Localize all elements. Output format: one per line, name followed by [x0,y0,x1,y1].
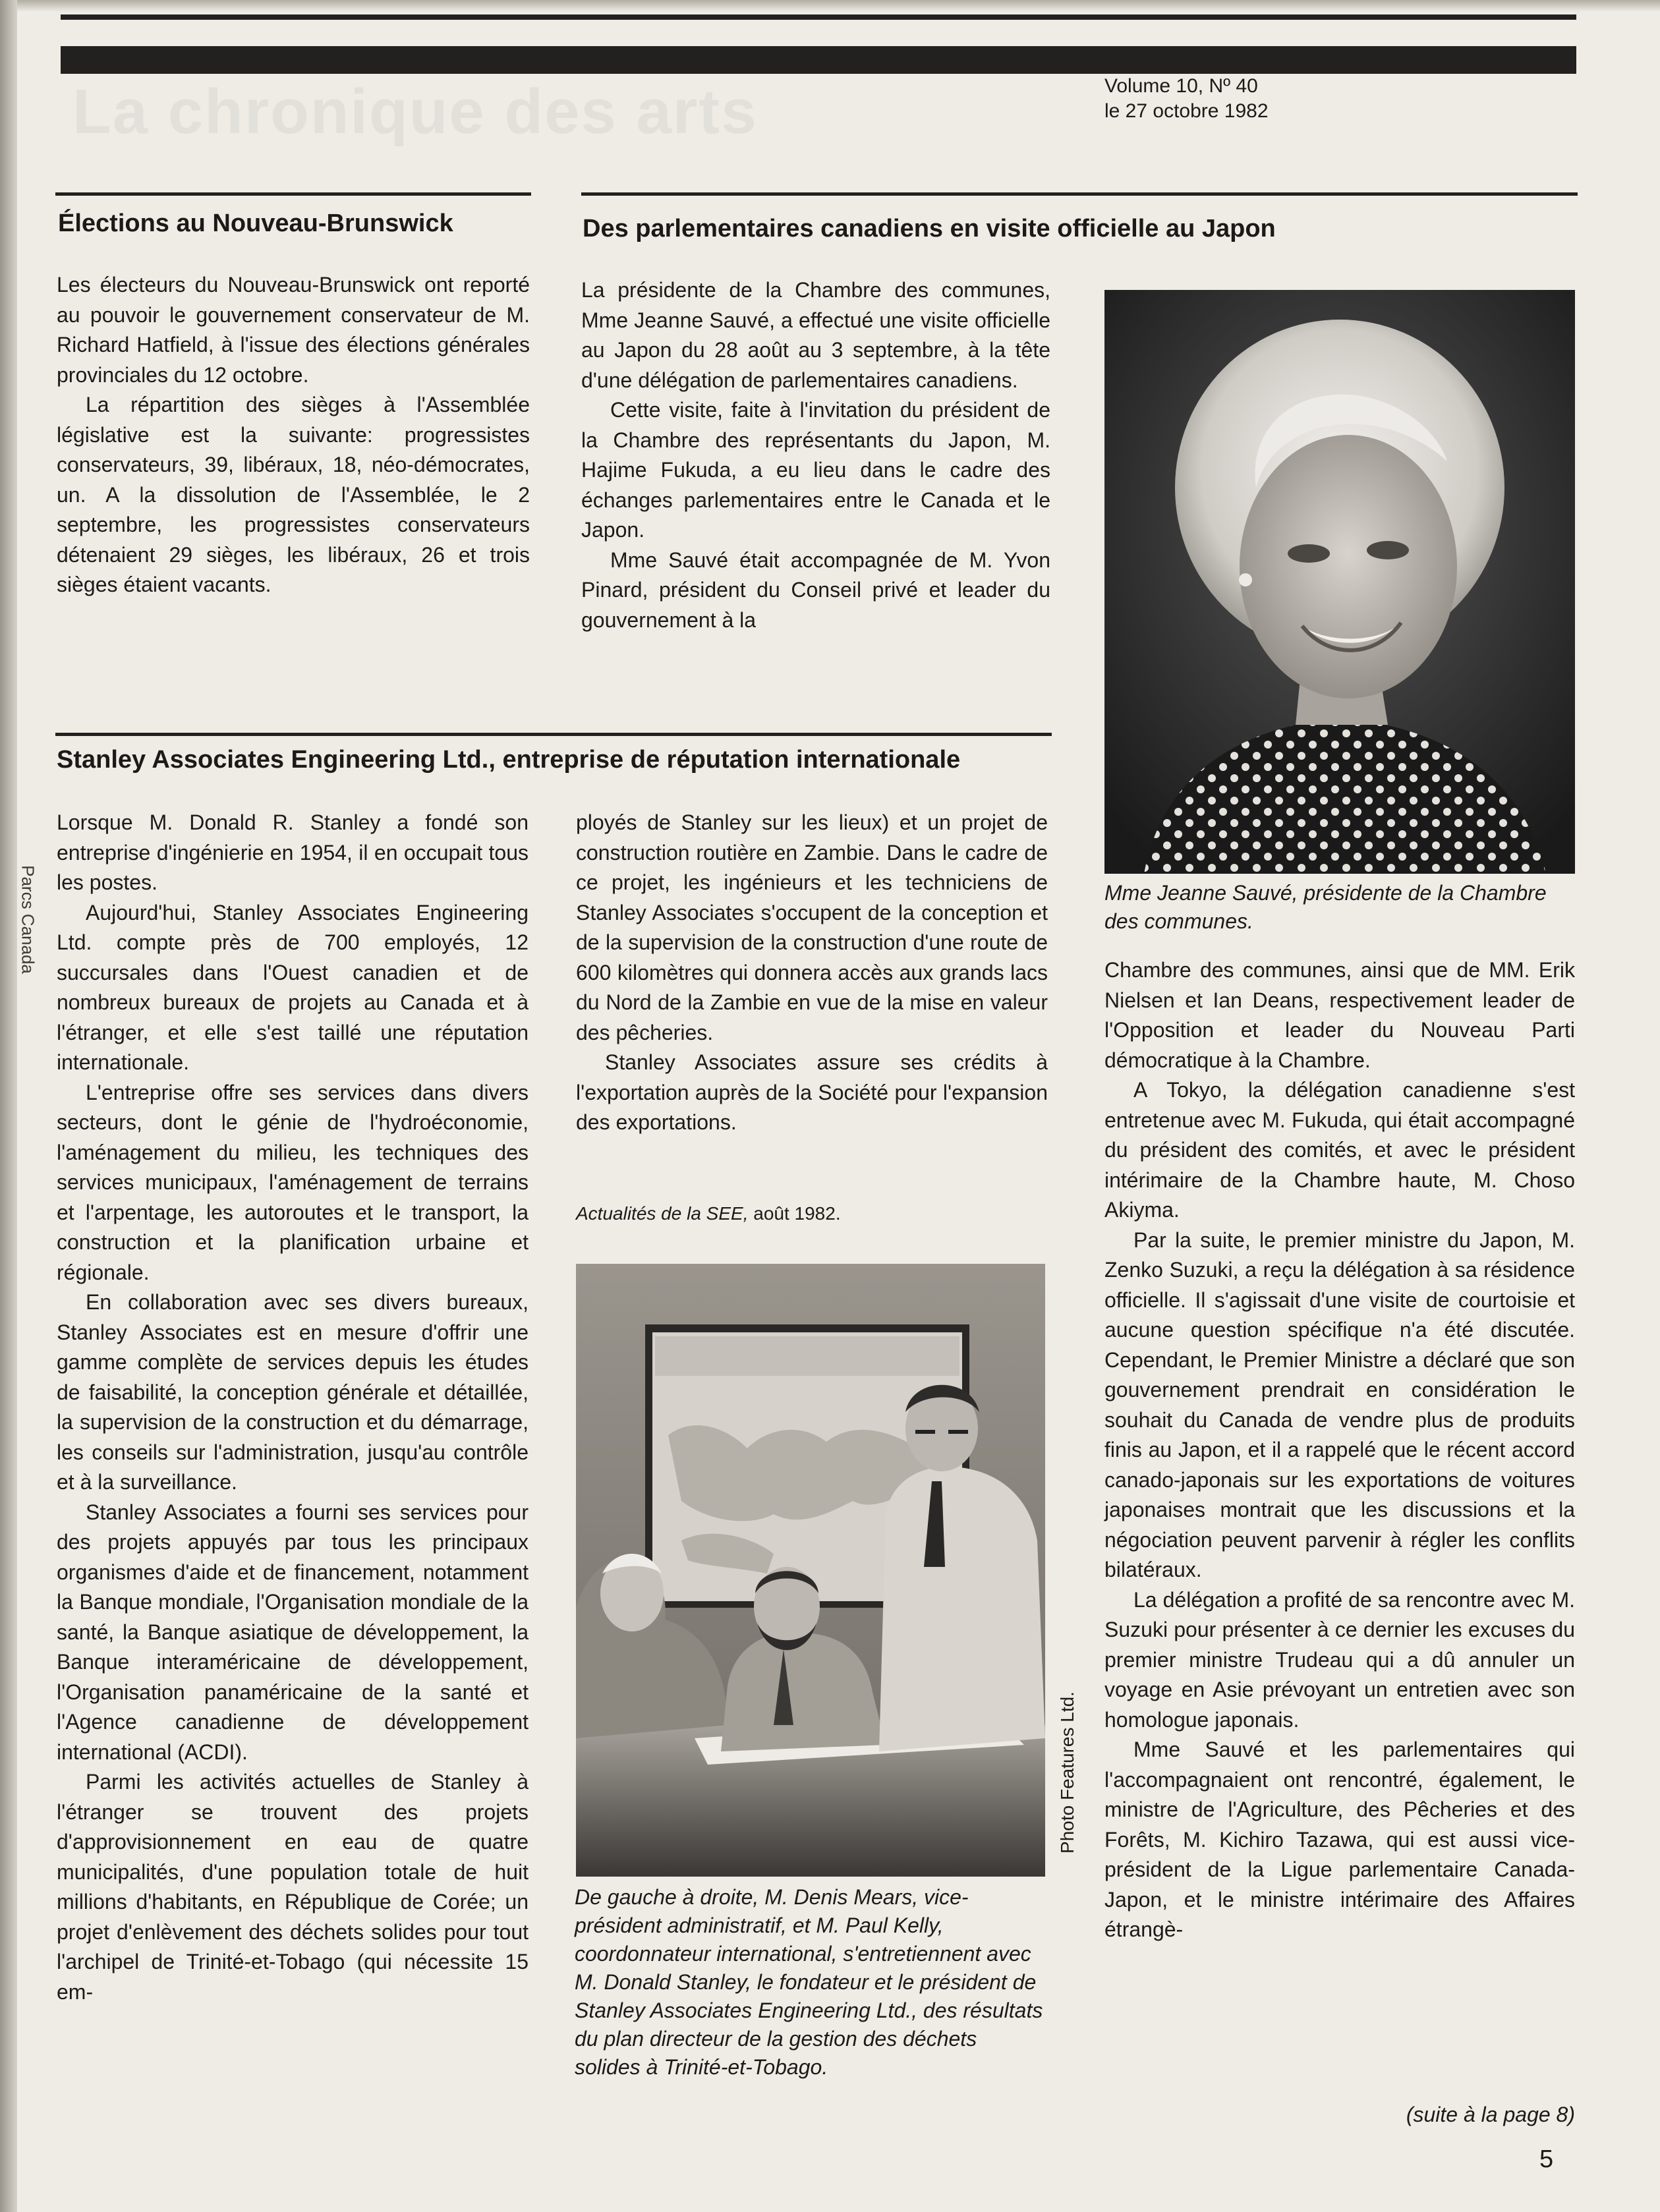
header-thin-rule [61,14,1576,20]
paragraph: Aujourd'hui, Stanley Associates Engineering Ltd. compte près de 700 employés, 12 succursales dans l'Ouest canadien et de nombreux bureaux de projets au Canada et à l'étranger, et elle s'est taillé une réputation internationale. [57,900,529,1074]
elections-body [57,270,530,600]
page-edge-top [0,0,1660,12]
page-binding-edge [0,0,17,2212]
stanley-column-1 [57,808,529,2007]
portrait-caption: Mme Jeanne Sauvé, présidente de la Chambre des communes. [1104,881,1547,933]
stanley-headline-rest: , entreprise de réputation internationale [488,746,961,774]
stanley-source-publication: Actualités de la SEE, [576,1203,749,1224]
paragraph: La présidente de la Chambre des communes, Mme Jeanne Sauvé, a effectué une visite officielle au Japon du 28 août au 3 septembre, à la tête d'une délégation de parlementaires canadiens. [581,278,1050,392]
elections-rule [55,192,531,196]
japon-headline: Des parlementaires canadiens en visite officielle au Japon [583,215,1276,242]
stanley-rule [55,733,1052,736]
stanley-headline [57,745,960,775]
paragraph: La délégation a profité de sa rencontre avec M. Suzuki pour présenter à ce dernier les excuses du premier ministre Trudeau qui a dû annuler un voyage en Asie prévoyant un entretien avec son homologue japonais. [1104,1587,1575,1732]
stanley-column-2 [576,808,1048,1138]
office-photo-caption: De gauche à droite, M. Denis Mears, vice-président administratif, et M. Paul Kelly, coordonnateur international, s'entretiennent avec M. Donald Stanley, le fondateur et le président de Stanley Associates Engineering Ltd., des résultats du plan directeur de la gestion des déchets solides à Trinité-et-Tobago. [575,1885,1043,2079]
volume-number: Volume 10, Nº 40 [1104,75,1258,97]
side-margin-text: Parcs Canada [18,865,38,974]
stanley-source-date: août 1982. [748,1203,841,1224]
paragraph: A Tokyo, la délégation canadienne s'est entretenue avec M. Fukuda, qui était accompagné du président des comités, et avec le président intérimaire de la Chambre haute, M. Choso Akiyma. [1104,1078,1575,1222]
paragraph: L'entreprise offre ses services dans divers secteurs, dont le génie de l'hydroéconomie, l'aménagement du milieu, les techniques des services municipaux, l'aménagement de terrains et l'arpentage, les autoroutes et le transport, la construction et la planification urbaine et régionale. [57,1080,529,1284]
page-number: 5 [1539,2145,1554,2173]
continued-notice: (suite à la page 8) [1406,2103,1575,2126]
paragraph: Mme Sauvé et les parlementaires qui l'accompagnaient ont rencontré, également, le ministre de l'Agriculture, des Pêcheries et des Forêts, M. Kichiro Tazawa, qui est aussi vice-président de la Ligue parlementaire Canada-Japon, et le ministre intérimaire des Affaires étrangè- [1104,1738,1575,1941]
portrait-photo [1104,290,1575,874]
japon-column-3 [1104,955,1575,1945]
header-rule [61,46,1576,74]
paragraph: Parmi les activités actuelles de Stanley à l'étranger se trouvent des projets d'approvisionnement en eau de quatre municipalités, d'une population totale de huit millions d'habitants, en République de Corée; un projet d'enlèvement des déchets solides pour tout l'archipel de Trinité-et-Tobago (qui nécessite 15 em- [57,1770,529,2004]
paragraph: La répartition des sièges à l'Assemblée législative est la suivante: progressistes conservateurs, 39, libéraux, 18, néo-démocrates, un. A la dissolution de l'Assemblée, le 2 septembre, les progressistes conservateurs détenaient 29 sièges, les libéraux, 26 et trois sièges étaient vacants. [57,393,530,596]
bleed-through-title: La chronique des arts [72,76,758,147]
photo-credit [1048,1674,1087,1871]
paragraph: Stanley Associates assure ses crédits à l'exportation auprès de la Société pour l'expansion des exportations. [576,1050,1048,1134]
stanley-source [576,1201,1048,1227]
elections-headline: Élections au Nouveau-Brunswick [58,210,453,237]
paragraph: Par la suite, le premier ministre du Japon, M. Zenko Suzuki, a reçu la délégation à sa résidence officielle. Il s'agissait d'une visite de courtoisie et aucune question spécifique n'a été discutée. Cependant, le Premier Ministre a déclaré que son gouvernement prendrait en considération le souhait du Canada de vendre plus de produits finis au Japon, et il a rappelé que le récent accord canado-japonais sur les exportations de voitures japonaises montrait que les discussions et la négociation peuvent parvenir à régler les conflits bilatéraux. [1104,1228,1575,1581]
paragraph: Lorsque M. Donald R. Stanley a fondé son entreprise d'ingénierie en 1954, il en occupait tous les postes. [57,810,529,894]
issue-date: le 27 octobre 1982 [1104,100,1269,122]
paragraph: Mme Sauvé était accompagnée de M. Yvon Pinard, président du Conseil privé et leader du gouvernement à la [581,548,1050,632]
issue-info [1104,74,1269,124]
paragraph: Chambre des communes, ainsi que de MM. Erik Nielsen et Ian Deans, respectivement leader de l'Opposition et leader du Nouveau Parti démocratique à la Chambre. [1104,958,1575,1072]
japon-column-1 [581,275,1050,635]
paragraph: Cette visite, faite à l'invitation du président de la Chambre des représentants du Japon, M. Hajime Fukuda, a eu lieu dans le cadre des échanges parlementaires entre le Canada et le Japon. [581,398,1050,542]
paragraph: Stanley Associates a fourni ses services pour des projets appuyés par tous les principaux organismes d'aide et de financement, notamment la Banque mondiale, l'Organisation mondiale de la santé, la Banque asiatique de développement, la Banque interaméricaine de développement, l'Organisation panaméricaine de la santé et l'Agence canadienne de développement international (ACDI). [57,1500,529,1764]
stanley-headline-company: Stanley Associates Engineering Ltd. [57,746,489,774]
paragraph: En collaboration avec ses divers bureaux, Stanley Associates est en mesure d'offrir une gamme complète de services depuis les études de faisabilité, la conception générale et détaillée, la supervision de la construction et du démarrage, les conseils sur l'administration, jusqu'au contrôle et à la surveillance. [57,1290,529,1494]
office-meeting-photo [576,1264,1045,1877]
paragraph: Les électeurs du Nouveau-Brunswick ont reporté au pouvoir le gouvernement conservateur de M. Richard Hatfield, à l'issue des élections générales provinciales du 12 octobre. [57,273,530,387]
photo-credit-text: Photo Features Ltd. [1057,1691,1077,1854]
paragraph: ployés de Stanley sur les lieux) et un projet de construction routière en Zambie. Dans le cadre de ce projet, les ingénieurs et les techniciens de Stanley Associates s'occupent de la conception et de la supervision de la construction d'une route de 600 kilomètres qui donnera accès aux grands lacs du Nord de la Zambie en vue de la mise en valeur des pêcheries. [576,810,1048,1044]
japon-rule [581,192,1578,196]
